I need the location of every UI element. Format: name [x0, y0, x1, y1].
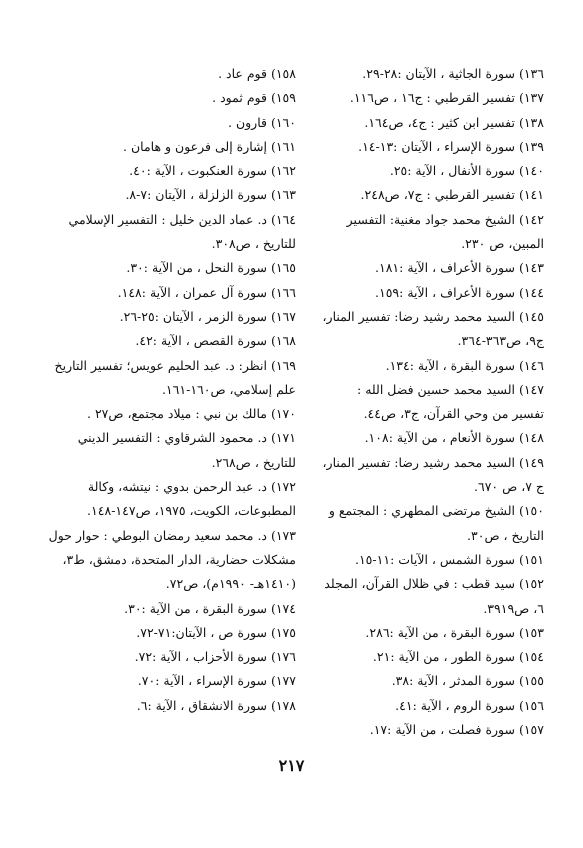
page-number: ٢١٧: [278, 756, 305, 775]
footnote: ١٤٦) سورة البقرة ، الآية :١٣٤.: [385, 357, 544, 373]
footnote: ١٧٦) سورة الأحزاب ، الآية :٧٢.: [134, 649, 296, 665]
footnote: ١٥٦) سورة الروم ، الآية :٤١.: [395, 697, 544, 713]
footnote: ١٦٦) سورة آل عمران ، الآية :١٤٨.: [117, 284, 296, 300]
footnote: ١٤٧) السيد محمد حسين فضل الله : تفسير من وحي القرآن، ج٣، ص٤٤.: [357, 381, 544, 422]
footnote: ١٦١) إشارة إلى فرعون و هامان .: [123, 138, 296, 154]
footnote: ١٦٩) انظر: د. عبد الحليم عويس؛ تفسير التاريخ علم إسلامي، ص١٦٠-١٦١.: [54, 357, 296, 397]
footnote: ١٦٨) سورة القصص ، الآية :٤٢.: [135, 333, 296, 349]
footnote: ١٤٠) سورة الأنفال ، الآية :٢٥.: [389, 163, 544, 179]
footnote: ١٤٩) السيد محمد رشيد رضا: تفسير المنار، ج ٧، ص ٦٧٠.: [322, 454, 544, 495]
footnote: ١٧٧) سورة الإسراء ، الآية :٧٠.: [137, 673, 296, 689]
footnote: ١٤٥) السيد محمد رشيد رضا: تفسير المنار، ج٩، ص٣٦٣-٣٦٤.: [322, 308, 544, 349]
footnote: ١٥١) سورة الشمس ، الآيات :١١-١٥.: [354, 551, 544, 567]
footnote: ١٧٨) سورة الانشقاق ، الآية :٦.: [136, 697, 296, 713]
footnote: ١٧٣) د. محمد سعيد رمضان البوطي : حوار حول مشكلات حضارية، الدار المتحدة، دمشق، ط٣، (١٤١٠هـ- ١٩٩٠م)، ص٧٢.: [48, 527, 296, 592]
footnote: ١٥٩) قوم ثمود .: [212, 90, 296, 106]
footnote: ١٥٤) سورة الطور ، من الآية :٢١.: [372, 649, 544, 665]
footnote: ١٣٨) تفسير ابن كثير : ج٤، ص١٦٤.: [364, 114, 544, 130]
footnote: ١٤٨) سورة الأنعام ، من الآية :١٠٨.: [364, 430, 544, 446]
footnote: ١٦٠) قارون .: [228, 114, 296, 130]
footnote: ١٧٥) سورة ص ، الآيتان:٧١-٧٢.: [136, 624, 296, 640]
footnote: ١٣٦) سورة الجاثية ، الآيتان :٢٨-٢٩.: [362, 66, 544, 81]
footnote: ١٥٨) قوم عاد .: [218, 66, 296, 81]
footnote: ١٤٤) سورة الأعراف ، الآية :١٥٩.: [375, 284, 544, 300]
footnote: ١٦٧) سورة الزمر ، الآيتان :٢٥-٢٦.: [119, 308, 296, 324]
footnote: ١٧٠) مالك بن نبي : ميلاد مجتمع، ص٢٧ .: [86, 406, 296, 422]
footnote: ١٤٣) سورة الأعراف ، الآية :١٨١.: [375, 260, 544, 276]
footnote: ١٣٩) سورة الإسراء ، الآيتان :١٣-١٤.: [358, 138, 544, 154]
footnote: ١٥٣) سورة البقرة ، من الآية :٢٨٦.: [365, 624, 544, 640]
footnote: ١٧١) د. محمود الشرقاوي : التفسير الديني للتاريخ ، ص٢٦٨.: [77, 430, 296, 470]
footnote: ١٦٣) سورة الزلزلة ، الآيتان :٧-٨.: [125, 187, 296, 203]
footnote: ١٥٢) سيد قطب : في ظلال القرآن، المجلد ٦، ص٣٩١٩.: [324, 576, 544, 616]
footnote: ١٣٧) تفسير القرطبي : ج١٦ ، ص١١٦.: [349, 90, 544, 106]
footnotes-right-column: [322, 62, 544, 742]
footnotes-left-column: [48, 62, 296, 718]
footnote: ١٧٤) سورة البقرة ، من الآية :٣٠.: [124, 600, 296, 616]
footnote: ١٤٢) الشيخ محمد جواد مغنية: التفسير المبين، ص ٢٣٠.: [346, 211, 544, 252]
footnote: ١٥٧) سورة فصلت ، من الآية :١٧.: [369, 722, 544, 738]
footnote: ١٤١) تفسير القرطبي : ج٧، ص٢٤٨.: [360, 187, 544, 203]
footnote: ١٥٥) سورة المدثر ، الآية :٣٨.: [391, 673, 544, 689]
footnote: ١٦٥) سورة النحل ، من الآية :٣٠.: [126, 260, 296, 276]
footnote: ١٥٠) الشيخ مرتضى المطهري : المجتمع و التاريخ ، ص٣٠.: [328, 503, 544, 543]
footnote: ١٦٤) د. عماد الدين خليل : التفسير الإسلامي للتاريخ ، ص٣٠٨.: [68, 211, 296, 252]
footnote: ١٧٢) د. عبد الرحمن بدوي : نيتشه، وكالة المطبوعات، الكويت، ١٩٧٥، ص١٤٧-١٤٨.: [87, 479, 296, 519]
footnote: ١٦٢) سورة العنكبوت ، الآية :٤٠.: [129, 163, 296, 179]
